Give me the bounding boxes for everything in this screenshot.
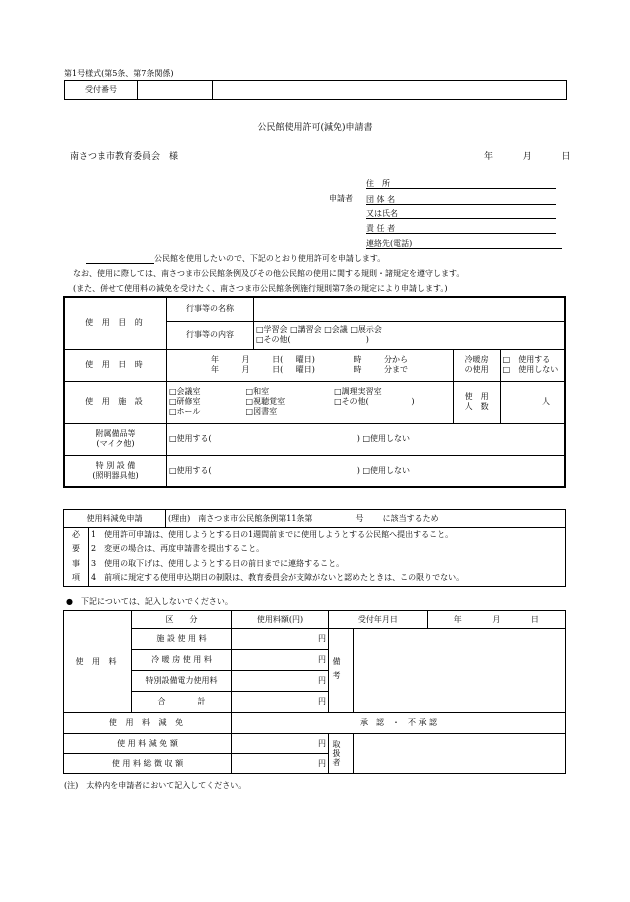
- hall-name-field[interactable]: [86, 254, 154, 264]
- footnote: (注) 太枠内を申請者において記入してください。: [64, 781, 247, 790]
- fee-row-aircon: 冷 暖 房 使 用 料: [132, 650, 232, 671]
- required-notes-table: [63, 527, 566, 587]
- collected-amount-label: 使 用 料 総 徴 収 額: [64, 754, 232, 774]
- equipment-label: 附属備品等 (マイク他): [64, 423, 167, 455]
- fee-label: 使 用 料: [64, 611, 132, 713]
- equipment-use-checkbox[interactable]: □使用する(: [169, 434, 212, 443]
- applicant-label: 申請者: [329, 194, 353, 203]
- option-study[interactable]: □学習会: [256, 325, 288, 334]
- intro-line-1: 公民館を使用したいので、下記のとおり使用許可を申請します。: [86, 253, 385, 264]
- people-label: 使 用 人 数: [453, 381, 500, 423]
- aircon-label: 冷暖房 の使用: [453, 349, 500, 381]
- equipment-field: □使用する( ) □使用しない: [167, 423, 566, 455]
- received-date-field[interactable]: 年 月 日: [427, 611, 565, 629]
- fee-amount-total[interactable]: 円: [232, 692, 329, 713]
- contact-field[interactable]: 連絡先(電話): [366, 238, 562, 249]
- reduced-amount-label: 使 用 料 減 免 額: [64, 734, 232, 754]
- addressee: 南さつま市教育委員会 様: [70, 152, 179, 162]
- intro-line-2: なお、使用に際しては、南さつま市公民館条例及びその他公民館の使用に関する規則・諸規定を遵守します。: [73, 269, 465, 278]
- group-name-field[interactable]: 団 体 名: [366, 194, 556, 205]
- fee-table: [63, 610, 566, 774]
- address-field[interactable]: 住 所: [366, 178, 556, 189]
- reduced-amount-field[interactable]: 円: [232, 734, 329, 754]
- intro-line-3: (また、併せて使用料の減免を受けたく、南さつま市公民館条例施行規則第7条の規定により申請します。): [73, 284, 448, 293]
- manager-field[interactable]: 責 任 者: [366, 223, 556, 234]
- event-content-label: 行事等の内容: [167, 321, 254, 349]
- remarks-label: 備考: [329, 629, 354, 713]
- fee-amount-facility[interactable]: 円: [232, 629, 329, 650]
- collected-amount-field[interactable]: 円: [232, 754, 329, 774]
- datetime-label: 使 用 日 時: [64, 349, 167, 381]
- option-lecture[interactable]: □講習会: [290, 325, 322, 334]
- aircon-options: [500, 349, 565, 381]
- facility-library[interactable]: □図書室: [245, 407, 278, 416]
- reception-table: [64, 80, 567, 100]
- handler-field[interactable]: [354, 734, 566, 774]
- purpose-label: 使 用 目 的: [64, 297, 167, 349]
- facility-options: □会議室 □和室 □調理実習室 □研修室 □視聴覚室 □その他( ) □ホール □図書室: [167, 381, 454, 423]
- notes-table: [63, 509, 566, 528]
- reception-number-field[interactable]: [138, 81, 213, 100]
- fee-row-special-power: 特別設備電力使用料: [132, 671, 232, 692]
- form-title: 公民館使用許可(減免)申請書: [257, 123, 373, 133]
- facility-other[interactable]: □その他(: [334, 397, 369, 406]
- fee-row-facility: 施 設 使 用 料: [132, 629, 232, 650]
- date-year: 年: [484, 152, 494, 162]
- facility-japanese-room[interactable]: □和室: [245, 387, 270, 396]
- special-use-checkbox[interactable]: □使用する(: [169, 465, 212, 475]
- reception-label: 受付番号: [65, 81, 138, 100]
- facility-hall[interactable]: □ホール: [169, 407, 201, 416]
- bottom-notice: ● 下記については、記入しないでください。: [66, 597, 233, 606]
- form-number: 第1号様式(第5条、第7条関係): [64, 69, 174, 78]
- note-item: 4 前項に規定する使用申込期日の制限は、教育委員会が支障がないと認めたときは、この限りでない。: [91, 573, 465, 583]
- date-day: 日: [561, 152, 571, 162]
- notes-list: [89, 528, 566, 587]
- facility-training-room[interactable]: □研修室: [169, 397, 201, 406]
- special-equipment-label: 特 別 設 備 (照明器具他): [64, 455, 167, 487]
- fee-amount-special-power[interactable]: 円: [232, 671, 329, 692]
- facility-meeting-room[interactable]: □会議室: [169, 387, 201, 396]
- exemption-label: 使 用 料 減 免: [64, 713, 232, 734]
- note-item: 3 使用の取下げは、使用しようとする日の前日までに連絡すること。: [91, 558, 345, 568]
- exemption-value[interactable]: 承 認 ・ 不 承 認: [232, 713, 566, 734]
- reduction-label: 使用料減免申請: [64, 510, 166, 528]
- reduction-field[interactable]: (理由) 南さつま市公民館条例第11条第 号 に該当するため: [166, 510, 566, 528]
- application-table: [63, 296, 566, 488]
- special-equipment-field: □使用する( ) □使用しない: [167, 455, 566, 487]
- option-other[interactable]: □その他(: [256, 335, 291, 344]
- received-date-header: 受付年月日: [329, 611, 428, 629]
- special-nouse-checkbox[interactable]: □使用しない: [362, 465, 411, 475]
- event-content-options: □学習会 □講習会 □会議 □展示会 □その他( ): [254, 321, 566, 349]
- facility-cooking-room[interactable]: □調理実習室: [334, 387, 382, 396]
- notes-heading: 必 要 事 項: [64, 528, 89, 587]
- remarks-field[interactable]: [354, 629, 566, 713]
- aircon-nouse-checkbox[interactable]: □ 使用しない: [502, 365, 559, 374]
- facility-label: 使 用 施 設: [64, 381, 167, 423]
- person-name-field[interactable]: 又は氏名: [366, 208, 556, 219]
- reception-blank: [213, 81, 567, 100]
- date-month: 月: [522, 152, 532, 162]
- fee-row-total: 合 計: [132, 692, 232, 713]
- note-item: 1 使用許可申請は、使用しようとする日の1週間前までに使用しようとする公民館へ提出すること。: [91, 530, 454, 539]
- fee-amount-aircon[interactable]: 円: [232, 650, 329, 671]
- people-field[interactable]: 人: [500, 381, 565, 423]
- facility-av-room[interactable]: □視聴覚室: [245, 397, 286, 406]
- note-item: 2 変更の場合は、再度申請書を提出すること。: [91, 544, 265, 554]
- handler-label: 取扱者: [329, 734, 354, 774]
- amount-header: 使用料額(円): [232, 611, 329, 629]
- datetime-field[interactable]: 年 月 日( 曜日) 時 分から 年 月 日( 曜日) 時 分まで: [167, 349, 454, 381]
- category-header: 区 分: [132, 611, 232, 629]
- equipment-nouse-checkbox[interactable]: □使用しない: [362, 434, 411, 443]
- option-meeting[interactable]: □会議: [324, 325, 348, 334]
- option-exhibition[interactable]: □展示会: [350, 325, 382, 334]
- event-name-field[interactable]: [254, 297, 566, 321]
- aircon-use-checkbox[interactable]: □ 使用する: [502, 355, 551, 364]
- event-name-label: 行事等の名称: [167, 297, 254, 321]
- date-line: [484, 149, 571, 162]
